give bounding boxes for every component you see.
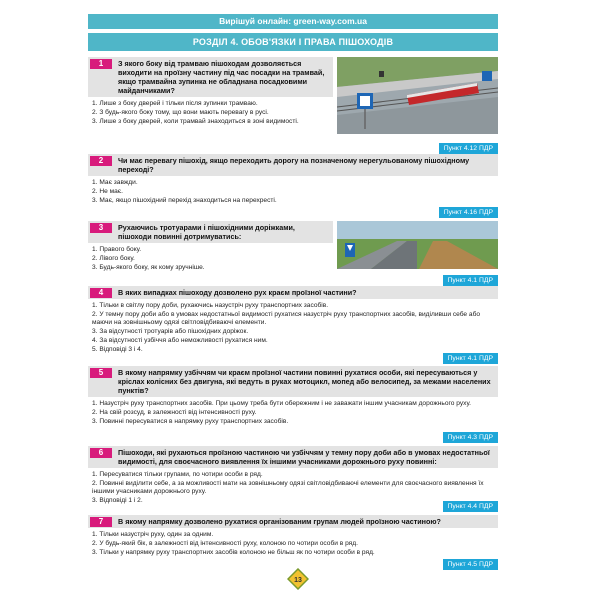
answer-list-7 (88, 528, 498, 557)
answer-list-6 (88, 468, 498, 505)
answer-option[interactable]: 3. За відсутності тротуарів або пішохідних доріжок. (92, 328, 249, 335)
answer-option[interactable]: 3. Повинні пересуватися в напрямку руху транспортних засобів. (92, 418, 289, 425)
rule-reference-7[interactable]: Пункт 4.5 ПДР (443, 559, 498, 570)
answer-option[interactable]: 1. Правого боку. (92, 246, 142, 253)
answer-option[interactable]: 3. Лише з боку дверей, коли трамвай знаходиться в зоні видимості. (92, 118, 299, 125)
question-text-7: 7 В якому напрямку дозволено рухатися організованим групам людей проїзною частиною? (88, 515, 498, 528)
question-number-1: 1 (90, 59, 112, 69)
question-3 (88, 221, 498, 284)
tram-stop-illustration (337, 57, 498, 134)
answer-option[interactable]: 4. За відсутності узбіччя або неможливості рухатися ним. (92, 337, 268, 344)
answer-option[interactable]: 2. У темну пору доби або в умовах недостатньої видимості рухатися назустріч руху транспортних засобів, виділивши себе або маючи на зовнішньому одязі світловідбиваючі елементи. (92, 311, 481, 326)
answer-option[interactable]: 2. Повинні виділити себе, а за можливості мати на зовнішньому одязі світловідбиваючі елементи для своєчасного виявлення їх іншими учасниками дорожнього руху. (92, 480, 484, 495)
question-number-3: 3 (90, 223, 112, 233)
question-number-6: 6 (90, 448, 112, 458)
question-text-4: 4 В яких випадках пішоходу дозволено рух краєм проїзної частини? (88, 286, 498, 299)
question-number-7: 7 (90, 517, 112, 527)
answer-option[interactable]: 3. Тільки у напрямку руху транспортних засобів колоною не більш як по чотири особи в ряд. (92, 549, 375, 556)
answer-list-2 (88, 176, 498, 205)
question-text-2: 2 Чи має перевагу пішохід, якщо переходить дорогу на позначеному нерегульованому пішохідному переході? (88, 154, 498, 176)
question-6 (88, 446, 498, 510)
answer-option[interactable]: 1. Назустріч руху транспортних засобів. При цьому треба бути обережним і не заважати іншим учасникам дорожнього руху. (92, 400, 471, 407)
rule-reference-3[interactable]: Пункт 4.1 ПДР (443, 275, 498, 286)
question-7 (88, 515, 498, 568)
answer-list-5 (88, 397, 498, 426)
question-text-1: 1 З якого боку від трамваю пішоходам дозволяється виходити на проїзну частину під час посадки на трамвай, якщо трамвайна зупинка не обладнана посадковими майданчиками? (88, 57, 333, 97)
answer-list-3 (88, 243, 321, 272)
question-number-4: 4 (90, 288, 112, 298)
answer-option[interactable]: 2. На свій розсуд, в залежності від інтенсивності руху. (92, 409, 257, 416)
question-text-3: 3 Рухаючись тротуарами і пішохідними доріжками, пішоходи повинні дотримуватись: (88, 221, 333, 243)
answer-option[interactable]: 3. Будь-якого боку, як кому зручніше. (92, 264, 205, 271)
answer-option[interactable]: 3. Має, якщо пішохідний перехід знаходиться на перехресті. (92, 197, 277, 204)
page-number-badge (287, 568, 309, 590)
rule-reference-5[interactable]: Пункт 4.3 ПДР (443, 432, 498, 443)
answer-option[interactable]: 1. Тільки в світлу пору доби, рухаючись назустріч руху транспортних засобів. (92, 302, 329, 309)
page-number: 13 (294, 577, 302, 584)
question-4 (88, 286, 498, 362)
question-text-6: 6 Пішоходи, які рухаються проїзною частиною чи узбіччям у темну пору доби або в умовах недостатньої видимості, для своєчасного виявлення їх іншими учасниками дорожнього руху повинні: (88, 446, 498, 468)
page (88, 14, 498, 590)
answer-list-4 (88, 299, 498, 354)
answer-option[interactable]: 3. Відповіді 1 і 2. (92, 497, 143, 504)
rule-reference-2[interactable]: Пункт 4.16 ПДР (439, 207, 498, 218)
answer-option[interactable]: 2. У будь-який бік, в залежності від інтенсивності руху, колоною по чотири особи в ряд. (92, 540, 358, 547)
answer-option[interactable]: 2. Лівого боку. (92, 255, 135, 262)
rule-reference-6[interactable]: Пункт 4.4 ПДР (443, 501, 498, 512)
answer-option[interactable]: 5. Відповіді 3 і 4. (92, 346, 143, 353)
answer-option[interactable]: 1. Пересуватися тільки групами, по чотири особи в ряд. (92, 471, 263, 478)
answer-option[interactable]: 1. Має завжди. (92, 179, 138, 186)
rule-reference-1[interactable]: Пункт 4.12 ПДР (439, 143, 498, 154)
question-text-5: 5 В якому напрямку узбіччям чи краєм проїзної частини повинні рухатися особи, які пересуваються у кріслах колісних без двигуна, які ведуть в руках мотоцикл, мопед або велосипед, за межами населених пунктів? (88, 366, 498, 397)
question-1 (88, 57, 498, 152)
answer-list-1 (88, 97, 321, 126)
answer-option[interactable]: 2. Не має. (92, 188, 123, 195)
online-banner[interactable]: Вирішуй онлайн: green-way.com.ua (88, 14, 498, 29)
answer-option[interactable]: 1. Лише з боку дверей і тільки після зупинки трамваю. (92, 100, 258, 107)
sidewalk-illustration (337, 221, 498, 269)
answer-option[interactable]: 1. Тільки назустріч руху, один за одним. (92, 531, 214, 538)
question-2 (88, 154, 498, 216)
question-number-2: 2 (90, 156, 112, 166)
rule-reference-4[interactable]: Пункт 4.1 ПДР (443, 353, 498, 364)
question-5 (88, 366, 498, 441)
question-number-5: 5 (90, 368, 112, 378)
answer-option[interactable]: 2. З будь-якого боку тому, що вони мають перевагу в русі. (92, 109, 269, 116)
section-title: РОЗДІЛ 4. ОБОВ'ЯЗКИ І ПРАВА ПІШОХОДІВ (88, 33, 498, 51)
